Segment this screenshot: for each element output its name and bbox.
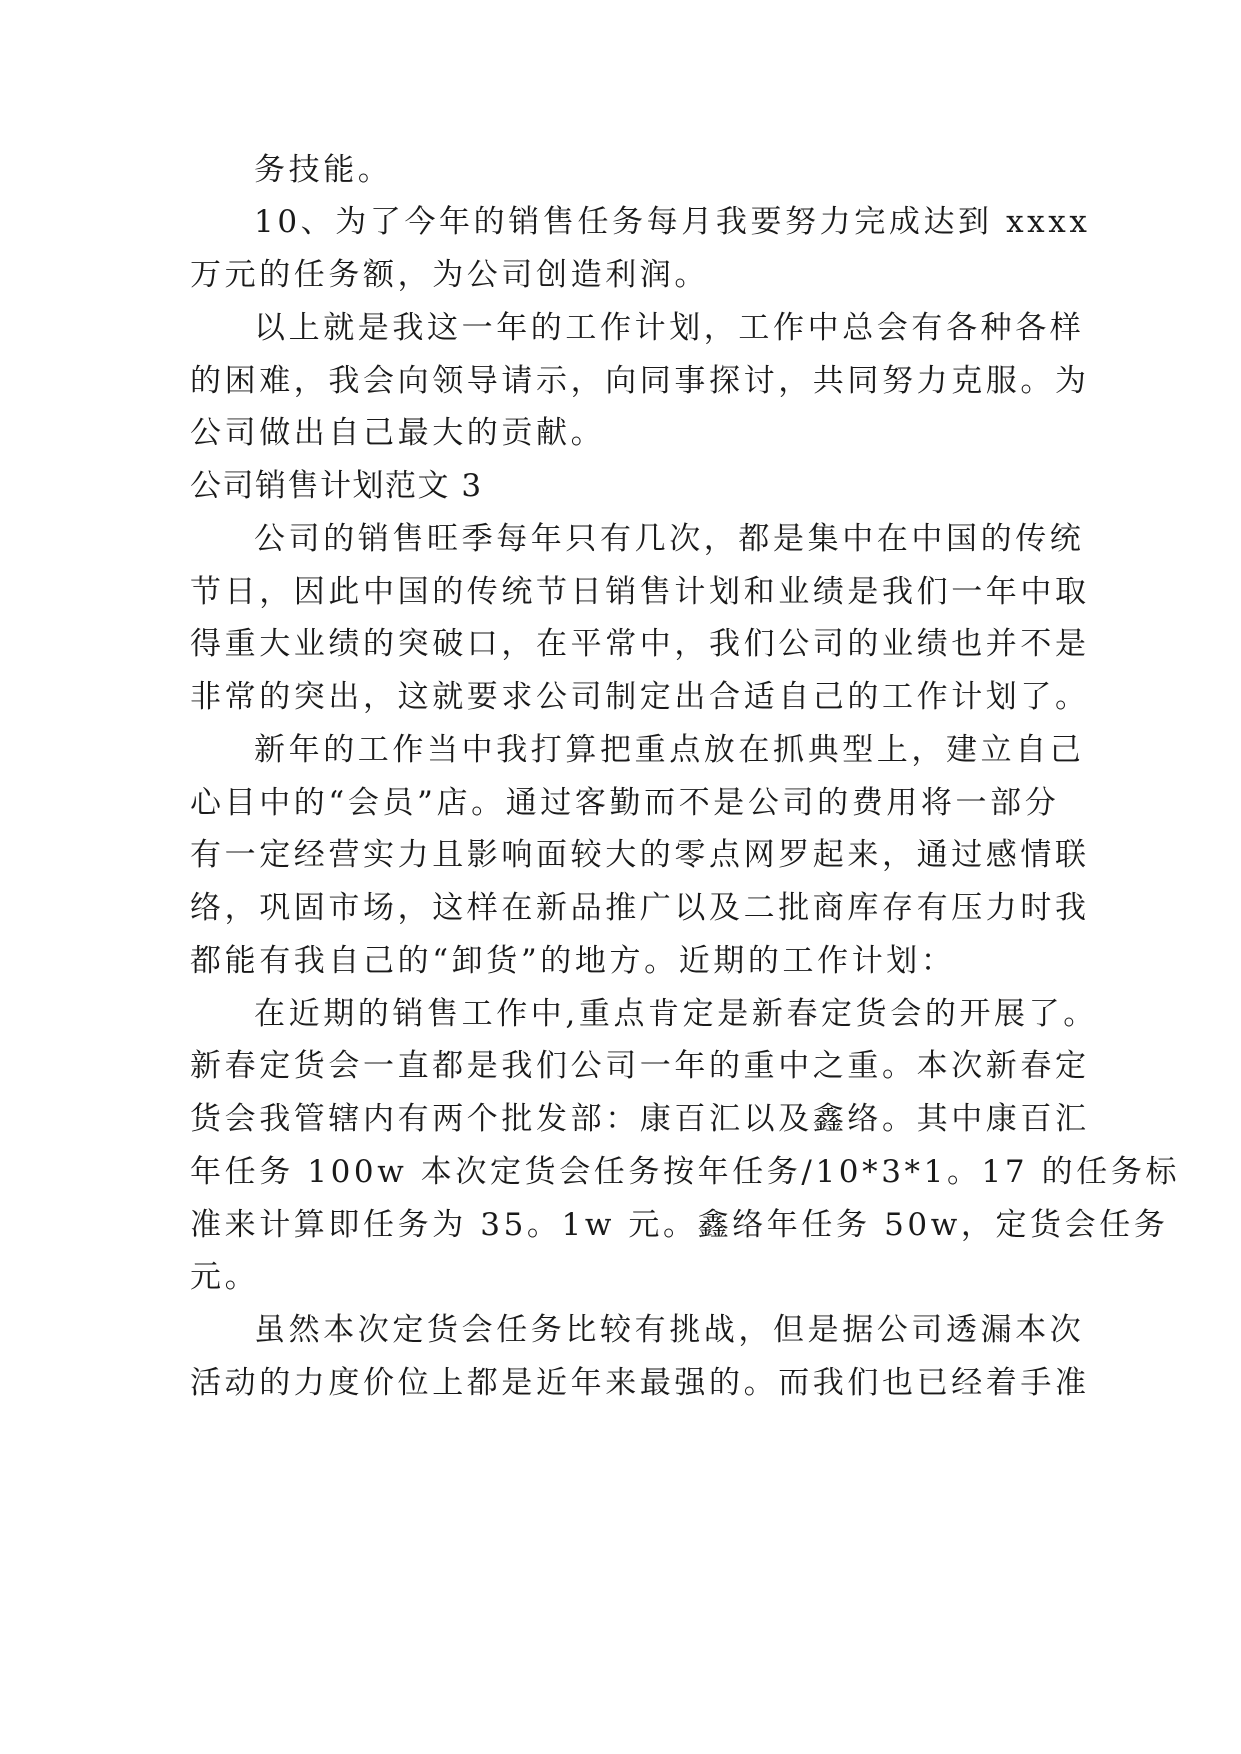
text-line: 非常的突出，这就要求公司制定出合适自己的工作计划了。 [190, 679, 1090, 715]
text-line: 10、为了今年的销售任务每月我要努力完成达到 xxxx [254, 204, 1091, 240]
text-line: 得重大业绩的突破口，在平常中，我们公司的业绩也并不是 [190, 626, 1090, 662]
text-line: 活动的力度价位上都是近年来最强的。而我们也已经着手准 [190, 1365, 1090, 1401]
text-line: 心目中的“会员”店。通过客勤而不是公司的费用将一部分 [190, 785, 1060, 821]
text-line: 公司的销售旺季每年只有几次，都是集中在中国的传统 [254, 521, 1085, 557]
text-line: 准来计算即任务为 35。1w 元。鑫络年任务 50w，定货会任务 [190, 1207, 1169, 1243]
text-line: 务技能。 [254, 152, 393, 188]
text-line: 货会我管辖内有两个批发部：康百汇以及鑫络。其中康百汇 [190, 1101, 1090, 1137]
text-line: 络，巩固市场，这样在新品推广以及二批商库存有压力时我 [190, 890, 1090, 926]
text-line: 以上就是我这一年的工作计划，工作中总会有各种各样 [254, 310, 1085, 346]
text-line: 节日，因此中国的传统节日销售计划和业绩是我们一年中取 [190, 574, 1090, 610]
text-line: 都能有我自己的“卸货”的地方。近期的工作计划： [190, 943, 956, 979]
text-line: 在近期的销售工作中,重点肯定是新春定货会的开展了。 [254, 996, 1098, 1032]
text-line: 万元的任务额，为公司创造利润。 [190, 257, 709, 293]
text-line: 有一定经营实力且影响面较大的零点网罗起来，通过感情联 [190, 837, 1090, 873]
text-line: 新春定货会一直都是我们公司一年的重中之重。本次新春定 [190, 1048, 1090, 1084]
text-line: 新年的工作当中我打算把重点放在抓典型上，建立自己 [254, 732, 1085, 768]
text-line: 虽然本次定货会任务比较有挑战，但是据公司透漏本次 [254, 1312, 1085, 1348]
text-line: 公司做出自己最大的贡献。 [190, 415, 606, 451]
section-heading: 公司销售计划范文 3 [190, 468, 483, 504]
text-line: 元。 [190, 1259, 260, 1295]
text-line: 的困难，我会向领导请示，向同事探讨，共同努力克服。为 [190, 363, 1090, 399]
text-line: 年任务 100w 本次定货会任务按年任务/10*3*1。17 的任务标 [190, 1154, 1181, 1190]
